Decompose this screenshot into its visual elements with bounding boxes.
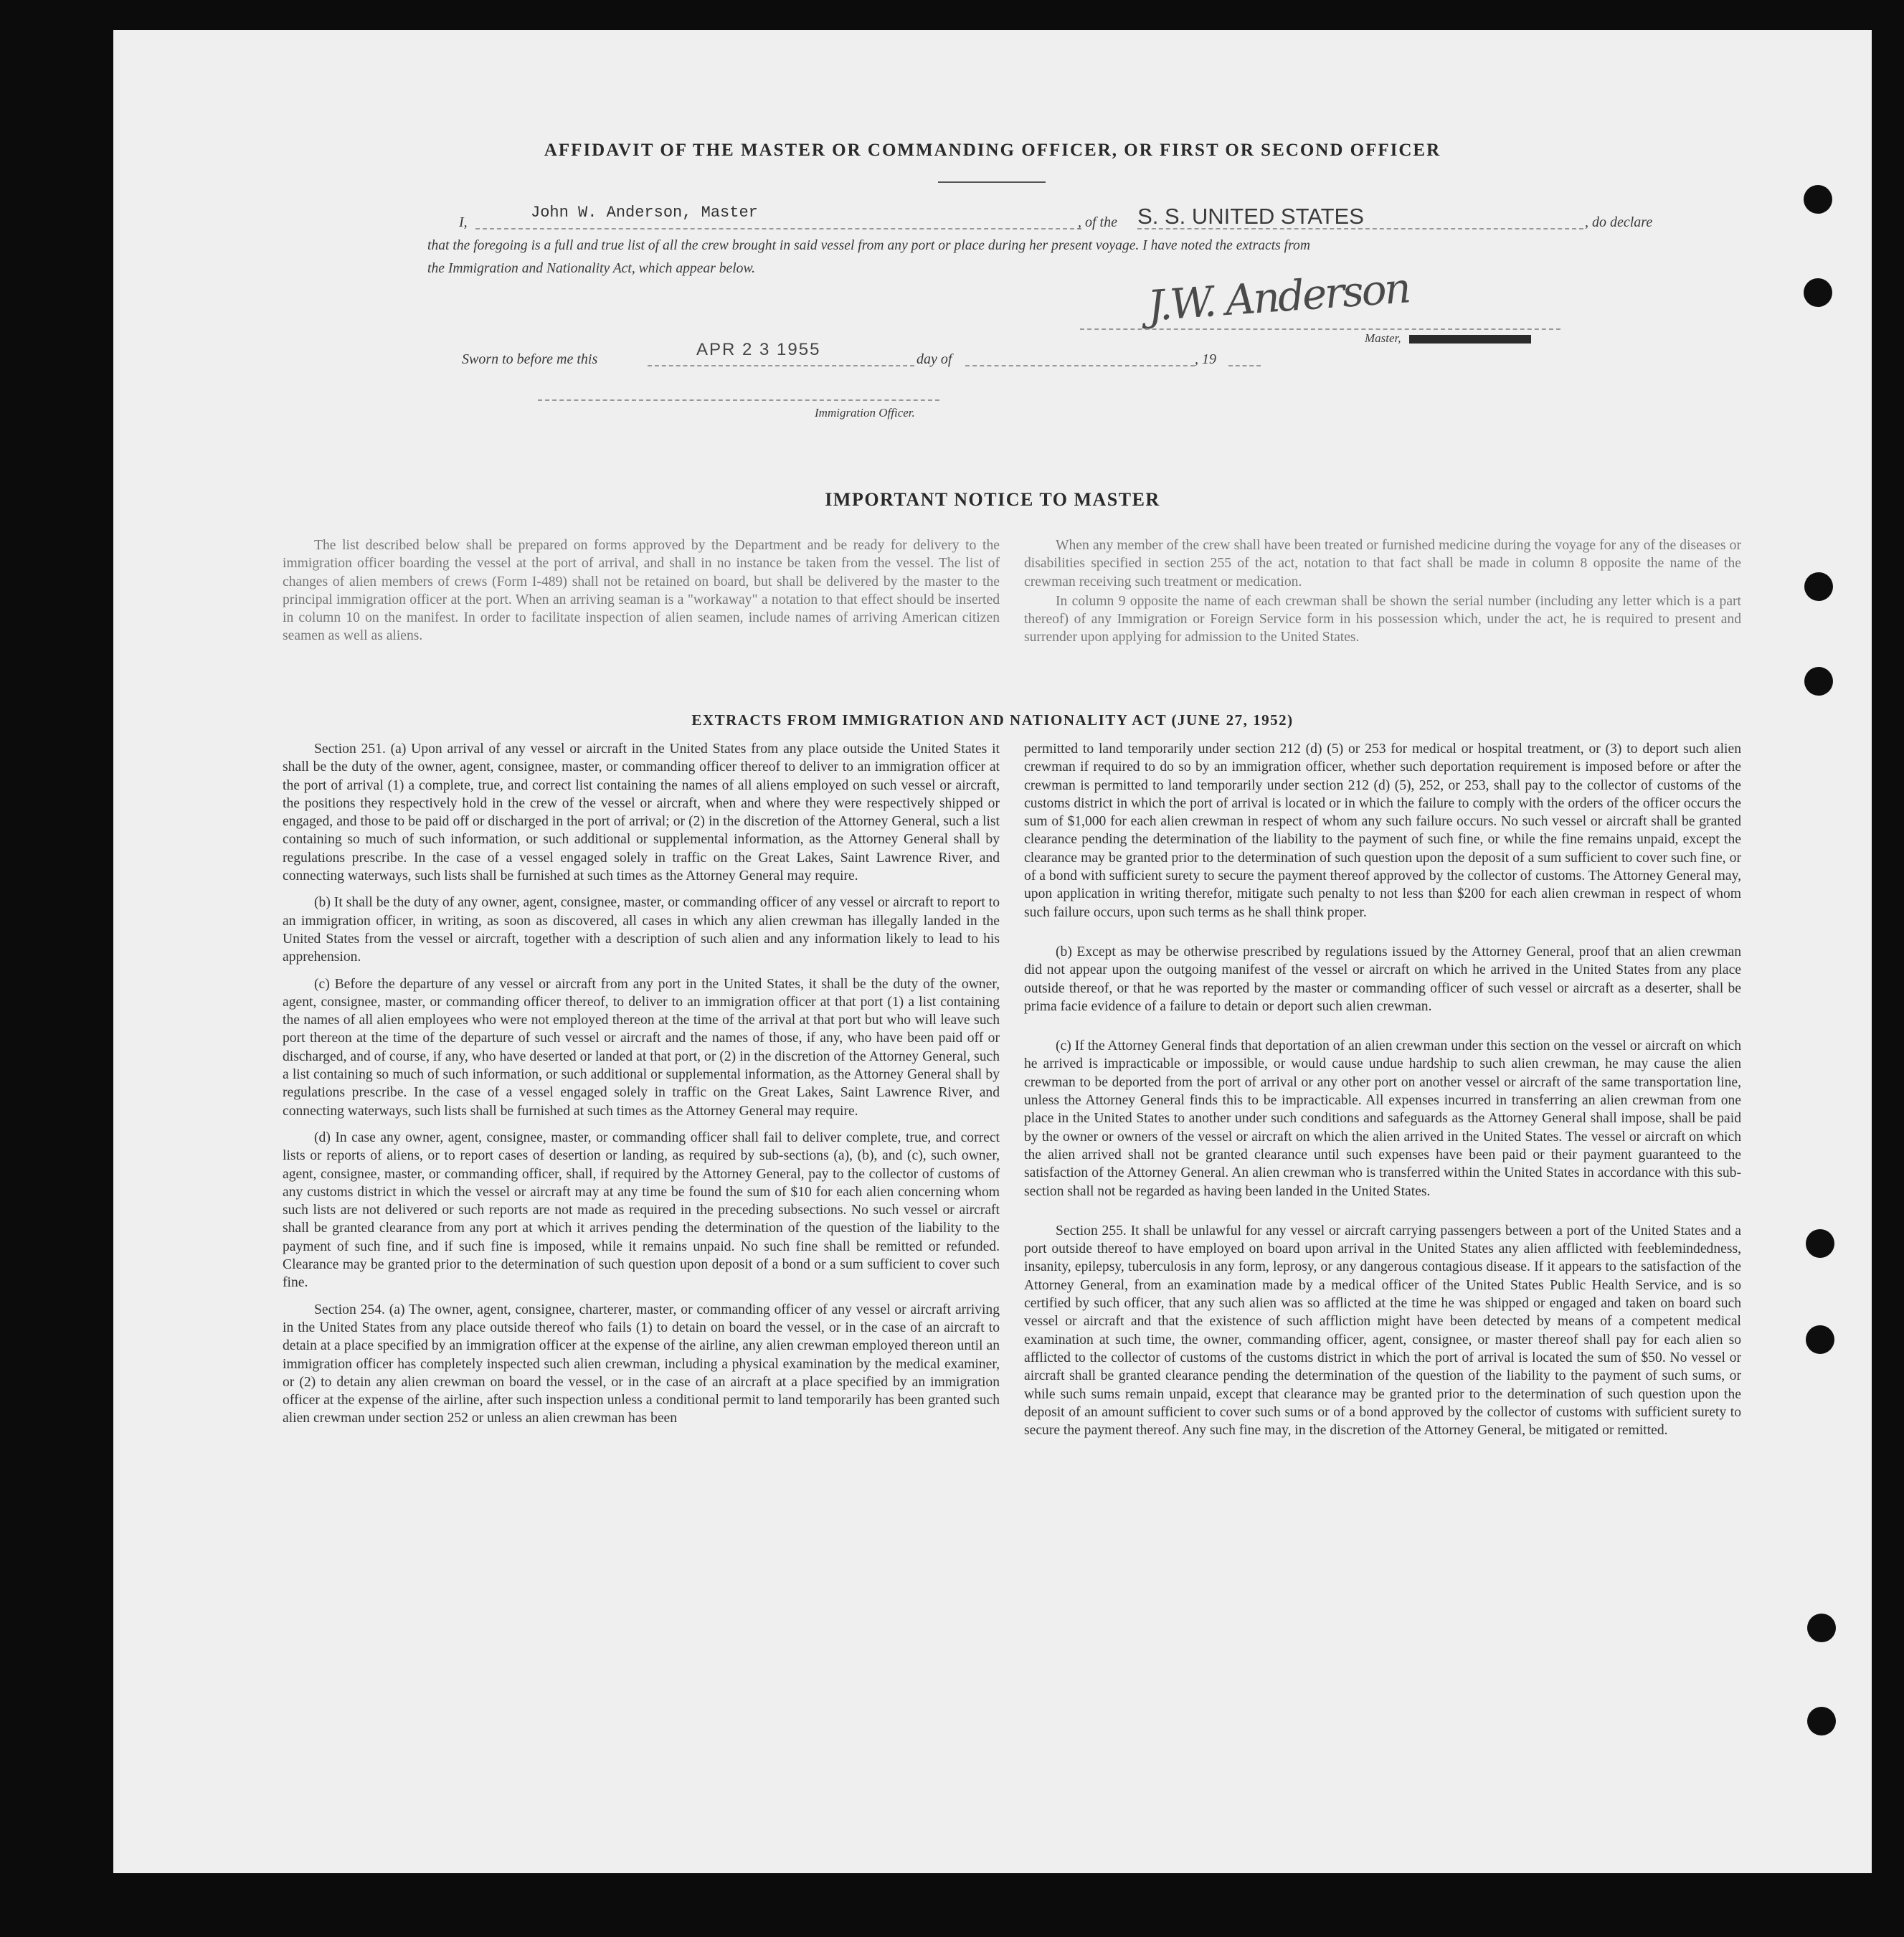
- notice-right-paragraph-2: In column 9 opposite the name of each crewman shall be shown the serial number (including any letter which is a part thereof) of any Immigration or Foreign Service form in his possession which, under the act, he is required to present and surrender upon applying for admission to the United States.: [1024, 593, 1741, 645]
- extracts-right-column: [1024, 740, 1741, 1448]
- document-page: [113, 30, 1872, 1873]
- vessel-name-field: S. S. UNITED STATES: [1137, 204, 1364, 229]
- signature-line: [1080, 328, 1560, 330]
- binder-hole: [1804, 185, 1832, 214]
- day-of-label: day of: [917, 351, 952, 367]
- master-label: Master,: [1365, 331, 1401, 345]
- of-the-label: , of the: [1078, 214, 1117, 230]
- i-label: I,: [459, 214, 468, 230]
- section-251-c: (c) Before the departure of any vessel or aircraft from any port in the United States, it shall be the duty of the owner, agent, consignee, master, or commanding officer thereof, to deliver to an immigration officer at that port (1) a list containing the names of all alien employees who were not employed thereon at the time of the arrival at that port but who will leave such port thereon at the time of the departure of such vessel or aircraft and the names of those, if any, who have been paid off or discharged, and of course, if any, who have deserted or landed at that port, or (2) in the discretion of the Attorney General, such a list containing so much of such information, or such additional or supplemental information, as the Attorney General shall by regulations prescribe. In the case of a vessel engaged solely in traffic on the Great Lakes, Saint Lawrence River, and connecting waterways, such lists shall be furnished at such times as the Attorney General may require.: [283, 976, 1000, 1119]
- master-signature: J.W. Anderson: [1146, 263, 1411, 331]
- binder-hole: [1804, 667, 1833, 696]
- section-254-a-continued: permitted to land temporarily under section 212 (d) (5) or 253 for medical or hospital treatment, or (3) to deport such alien crewman if required to do so by an immigration officer, whether such deportation requirement is imposed before or after the crewman is permitted to land temporarily under section 212 (d) (5), 252, or 253, shall pay to the collector of customs of the customs district in which the port of arrival is located or in which the failure to comply with the orders of the officer occurs the sum of $1,000 for each alien crewman in respect of whom any such failure occurs. No such vessel or aircraft shall be granted clearance pending the determination of the liability to the payment of such fine, or while the fine remains unpaid, except the clearance may be granted prior to the determination of such question upon the deposit of a sum sufficient to cover such fine, or of a bond with sufficient surety to secure the payment thereof approved by the collector of customs. The Attorney General may, upon application in writing therefor, mitigate such penalty to not less than $200 for each alien crewman in respect of whom such failure occurs, upon such terms as he shall think proper.: [1024, 742, 1741, 920]
- notice-left-paragraph: The list described below shall be prepared on forms approved by the Department and be ready for delivery to the immigration officer boarding the vessel at the port of arrival, and shall in no instance be taken from the vessel. The list of changes of alien members of crews (Form I-489) shall not be retained on board, but shall be delivered by the master to the principal immigration officer at the port. When an arriving seaman is a "workaway" a notation to that effect should be inserted in column 10 on the manifest. In order to facilitate inspection of alien seamen, include names of arriving American citizen seamen as well as aliens.: [283, 538, 1000, 644]
- sworn-date-stamp: APR 2 3 1955: [696, 340, 821, 359]
- section-251-d: (d) In case any owner, agent, consignee, master, or commanding officer shall fail to deliver complete, true, and correct lists or reports of aliens, or to report cases of desertion or landing, as required by sub-sections (a), (b), and (c), such owner, agent, consignee, master, or commanding officer, shall, if required by the Attorney General, pay to the collector of customs of any customs district in which the vessel or aircraft may at any time be found the sum of $10 for each alien concerning whom such lists are not delivered or such reports are not made as required in the preceding subsections. No such vessel or aircraft shall be granted clearance from any port at which it arrives pending the determination of the question of the liability to the payment of such fine, and if such fine is imposed, while it remains unpaid. No such fine shall be remitted or refunded. Clearance may be granted prior to the determination of such question upon deposit of a bond or a sum sufficient to cover such fine.: [283, 1129, 1000, 1291]
- redaction-mark: [1409, 335, 1531, 344]
- statement-line-2: the Immigration and Nationality Act, which appear below.: [427, 261, 755, 276]
- binder-hole: [1806, 1325, 1834, 1354]
- name-line: [475, 228, 1081, 229]
- binder-hole: [1806, 1229, 1834, 1258]
- master-name-field: John W. Anderson, Master: [531, 204, 758, 222]
- notice-right-column: [1024, 536, 1741, 655]
- section-254-c: (c) If the Attorney General finds that deportation of an alien crewman under this section on the vessel or aircraft on which he arrived is impracticable or impossible, or would cause undue hardship to such alien crewman, he may cause the alien crewman to be deported from the port of arrival or any other port on another vessel or aircraft of the same transportation line, unless the Attorney General finds this to be impracticable. All expenses incurred in transferring an alien crewman from one place in the United States to another under such conditions and safeguards as the Attorney General shall impose, shall be paid by the owner or owners of the vessel or aircraft on which the alien arrived in the United States. The vessel or aircraft on which the alien arrived shall not be granted clearance until such expenses have been paid or their payment guaranteed to the satisfaction of the Attorney General. An alien crewman who is transferred within the United States in accordance with this sub-section shall not be regarded as having been landed in the United States.: [1024, 1038, 1741, 1199]
- officer-label: Immigration Officer.: [815, 406, 915, 420]
- section-254-b: (b) Except as may be otherwise prescribed by regulations issued by the Attorney General, proof that an alien crewman did not appear upon the outgoing manifest of the vessel or aircraft on which he arrived in the United States from any place outside thereof, or that he was reported by the master or commanding officer of such vessel or aircraft as a deserter, shall be prima facie evidence of a failure to detain or deport such alien crewman.: [1024, 944, 1741, 1014]
- section-251-a: Section 251. (a) Upon arrival of any vessel or aircraft in the United States from any place outside the United States it shall be the duty of the owner, agent, consignee, master, or commanding officer thereof to deliver to an immigration officer at the port of arrival (1) a complete, true, and correct list containing the names of all aliens employed on such vessel or aircraft, the positions they respectively hold in the crew of the vessel or aircraft, when and where they were respectively shipped or engaged, and those to be paid off or discharged in the port of arrival; or (2) in the discretion of the Attorney General, such a list containing so much of such information, or such additional or supplemental information, as the Attorney General shall by regulations prescribe. In the case of a vessel engaged solely in traffic on the Great Lakes, Saint Lawrence River, and connecting waterways, such lists shall be furnished at such times as the Attorney General may require.: [283, 742, 1000, 884]
- section-251-b: (b) It shall be the duty of any owner, agent, consignee, master, or commanding officer of any vessel or aircraft to report to an immigration officer, in writing, as soon as discovered, all cases in which any alien crewman has illegally landed in the United States from the vessel or aircraft, together with a description of such alien and any information likely to lead to his apprehension.: [283, 895, 1000, 965]
- month-line: [965, 365, 1195, 366]
- section-255: Section 255. It shall be unlawful for any vessel or aircraft carrying passengers between a port of the United States and a port outside thereof to have employed on board upon arrival in the United States any alien afflicted with feeblemindedness, insanity, epilepsy, tuberculosis in any form, leprosy, or any dangerous contagious disease. If it appears to the satisfaction of the Attorney General, from an examination made by a medical officer of the United States Public Health Service, and is so certified by such officer, that any such alien was so afflicted at the time he was shipped or engaged and taken on board such vessel or aircraft and that the existence of such affliction might have been detected by means of a competent medical examination at such time, the owner, commanding officer, agent, consignee, or master thereof shall pay for each alien so afflicted to the collector of customs of the customs district in which the port of arrival is located the sum of $50. No vessel or aircraft shall be granted clearance pending the determination of the question of the liability to the payment of such sums, or while such sums remain unpaid, except that clearance may be granted prior to the determination of such question upon the deposit of an amount sufficient to cover such sums or of a bond approved by the collector of customs with sufficient surety to secure the payment thereof. Any such fine may, in the discretion of the Attorney General, be mitigated or remitted.: [1024, 1223, 1741, 1439]
- binder-hole: [1807, 1707, 1836, 1735]
- binder-hole: [1804, 278, 1832, 307]
- do-declare-label: , do declare: [1585, 214, 1653, 230]
- sworn-label: Sworn to before me this: [462, 351, 598, 367]
- officer-line: [538, 399, 939, 401]
- notice-title: IMPORTANT NOTICE TO MASTER: [825, 489, 1160, 510]
- statement-line-1: that the foregoing is a full and true list of all the crew brought in said vessel from any port or place during her present voyage. I have noted the extracts from: [427, 238, 1310, 253]
- year-label: , 19: [1195, 351, 1216, 367]
- affidavit-title: AFFIDAVIT OF THE MASTER OR COMMANDING OFFICER, OR FIRST OR SECOND OFFICER: [544, 141, 1441, 160]
- sworn-date-line: [648, 365, 914, 366]
- binder-hole: [1804, 572, 1833, 601]
- notice-left-column: [283, 536, 1000, 654]
- extracts-left-column: [283, 740, 1000, 1436]
- title-rule: [938, 181, 1046, 183]
- year-line: [1228, 365, 1261, 366]
- extracts-title: EXTRACTS FROM IMMIGRATION AND NATIONALITY ACT (JUNE 27, 1952): [691, 711, 1294, 729]
- section-254-a: Section 254. (a) The owner, agent, consignee, charterer, master, or commanding officer of any vessel or aircraft arriving in the United States from any place outside thereof who fails (1) to detain on board the vessel, or in the case of an aircraft to detain at a place specified by an immigration officer at the expense of the airline, any alien crewman employed thereon until an immigration officer has completely inspected such alien crewman, including a physical examination by the medical examiner, or (2) to detain any alien crewman on board the vessel, or in the case of an aircraft at a place specified by an immigration officer at the expense of the airline, after such inspection unless a conditional permit to land temporarily has been granted such alien crewman under section 252 or unless an alien crewman has been: [283, 1302, 1000, 1426]
- notice-right-paragraph-1: When any member of the crew shall have been treated or furnished medicine during the voyage for any of the diseases or disabilities specified in section 255 of the act, notation to that fact shall be made in column 8 opposite the name of the crewman receiving such treatment or medication.: [1024, 538, 1741, 589]
- binder-hole: [1807, 1614, 1836, 1642]
